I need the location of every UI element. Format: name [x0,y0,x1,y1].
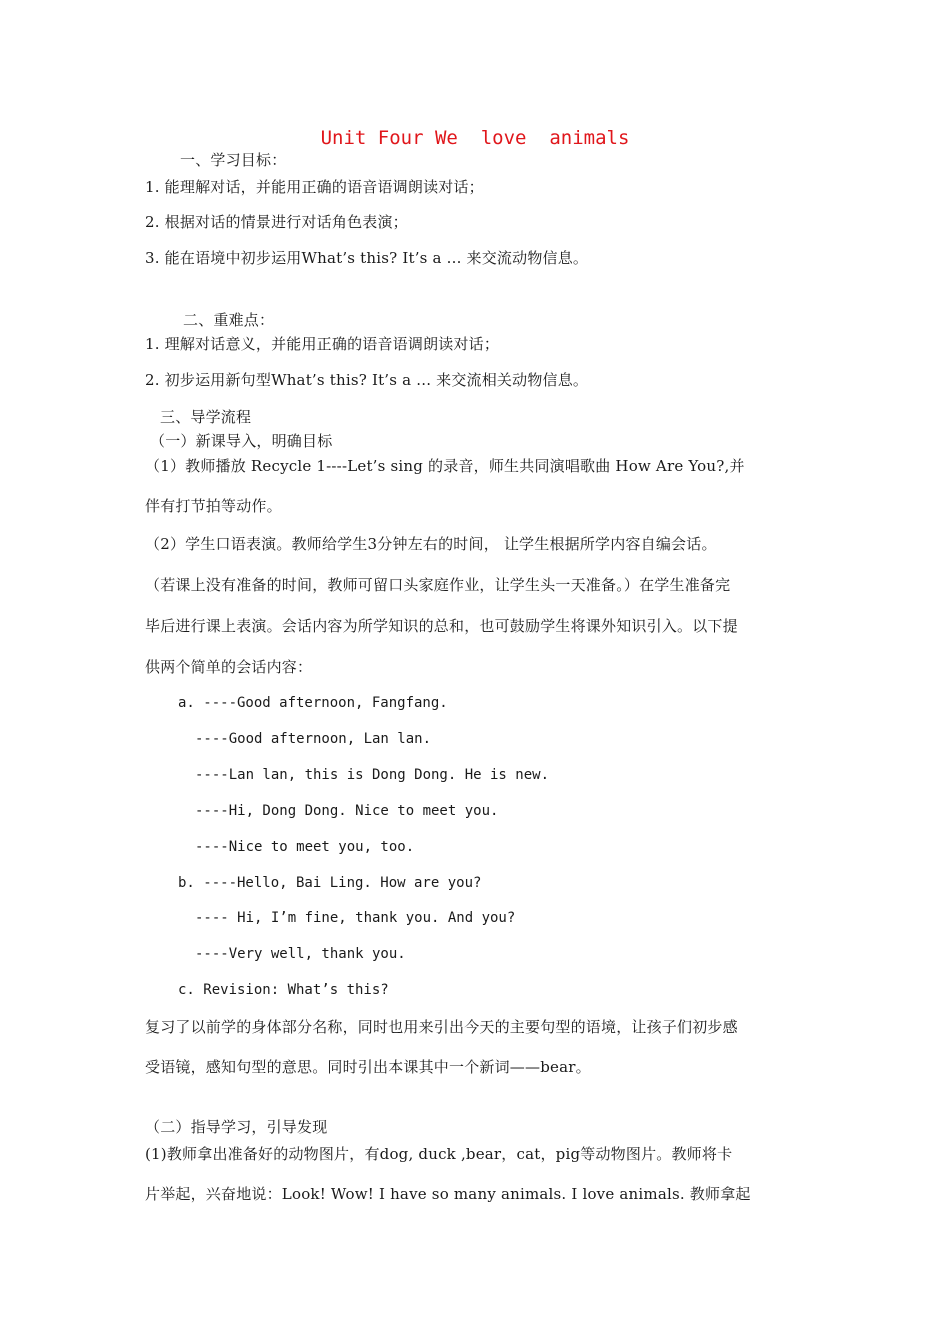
dialog-line: ----Very well, thank you. [195,946,406,962]
keypoint-item: 2. 初步运用新句型What’s this? It’s a ... 来交流相关动物信息。 [145,371,589,389]
section3-heading: 三、导学流程 [160,408,252,426]
paragraph-line: （2）学生口语表演。教师给学生3分钟左右的时间， 让学生根据所学内容自编会话。 [145,535,717,553]
paragraph-line: 片举起，兴奋地说：Look! Wow! I have so many animals. I love animals. 教师拿起 [145,1185,751,1203]
dialog-line: ----Hi, Dong Dong. Nice to meet you. [195,803,499,819]
dialog-line: ----Nice to meet you, too. [195,839,415,855]
paragraph-line: 供两个简单的会话内容： [145,658,313,676]
paragraph-line: 毕后进行课上表演。会话内容为所学知识的总和，也可鼓励学生将课外知识引入。以下提 [145,617,738,635]
paragraph-line: （1）教师播放 Recycle 1----Let’s sing 的录音，师生共同演唱歌曲 How Are You?,并 [145,457,745,475]
paragraph-line: 伴有打节拍等动作。 [145,497,282,515]
objective-item: 1. 能理解对话，并能用正确的语音语调朗读对话； [145,178,484,196]
dialog-line: c. Revision: What’s this? [178,982,389,998]
objective-item: 2. 根据对话的情景进行对话角色表演； [145,213,408,231]
paragraph-line: 受语镜，感知句型的意思。同时引出本课其中一个新词——bear。 [145,1058,591,1076]
section2-heading: 二、重难点： [183,311,275,329]
paragraph-line: (1)教师拿出准备好的动物图片，有dog, duck ,bear，cat，pig等动物图片。教师将卡 [145,1145,733,1163]
document-title: Unit Four We love animals [320,127,630,149]
paragraph-line: （若课上没有准备的时间，教师可留口头家庭作业，让学生头一天准备。）在学生准备完 [145,576,731,594]
dialog-line: ----Good afternoon, Lan lan. [195,731,432,747]
dialog-line: ---- Hi, I’m fine, thank you. And you? [195,910,516,926]
dialog-line: a. ----Good afternoon, Fangfang. [178,695,448,711]
objective-item: 3. 能在语境中初步运用What’s this? It’s a ... 来交流动物信息。 [145,249,589,267]
subsection-heading: （二）指导学习，引导发现 [145,1118,328,1136]
subsection-heading: （一）新课导入，明确目标 [150,432,333,450]
keypoint-item: 1. 理解对话意义，并能用正确的语音语调朗读对话； [145,335,500,353]
section1-heading: 一、学习目标： [180,151,287,169]
dialog-line: b. ----Hello, Bai Ling. How are you? [178,875,482,891]
paragraph-line: 复习了以前学的身体部分名称，同时也用来引出今天的主要句型的语境，让孩子们初步感 [145,1018,738,1036]
dialog-line: ----Lan lan, this is Dong Dong. He is new. [195,767,550,783]
